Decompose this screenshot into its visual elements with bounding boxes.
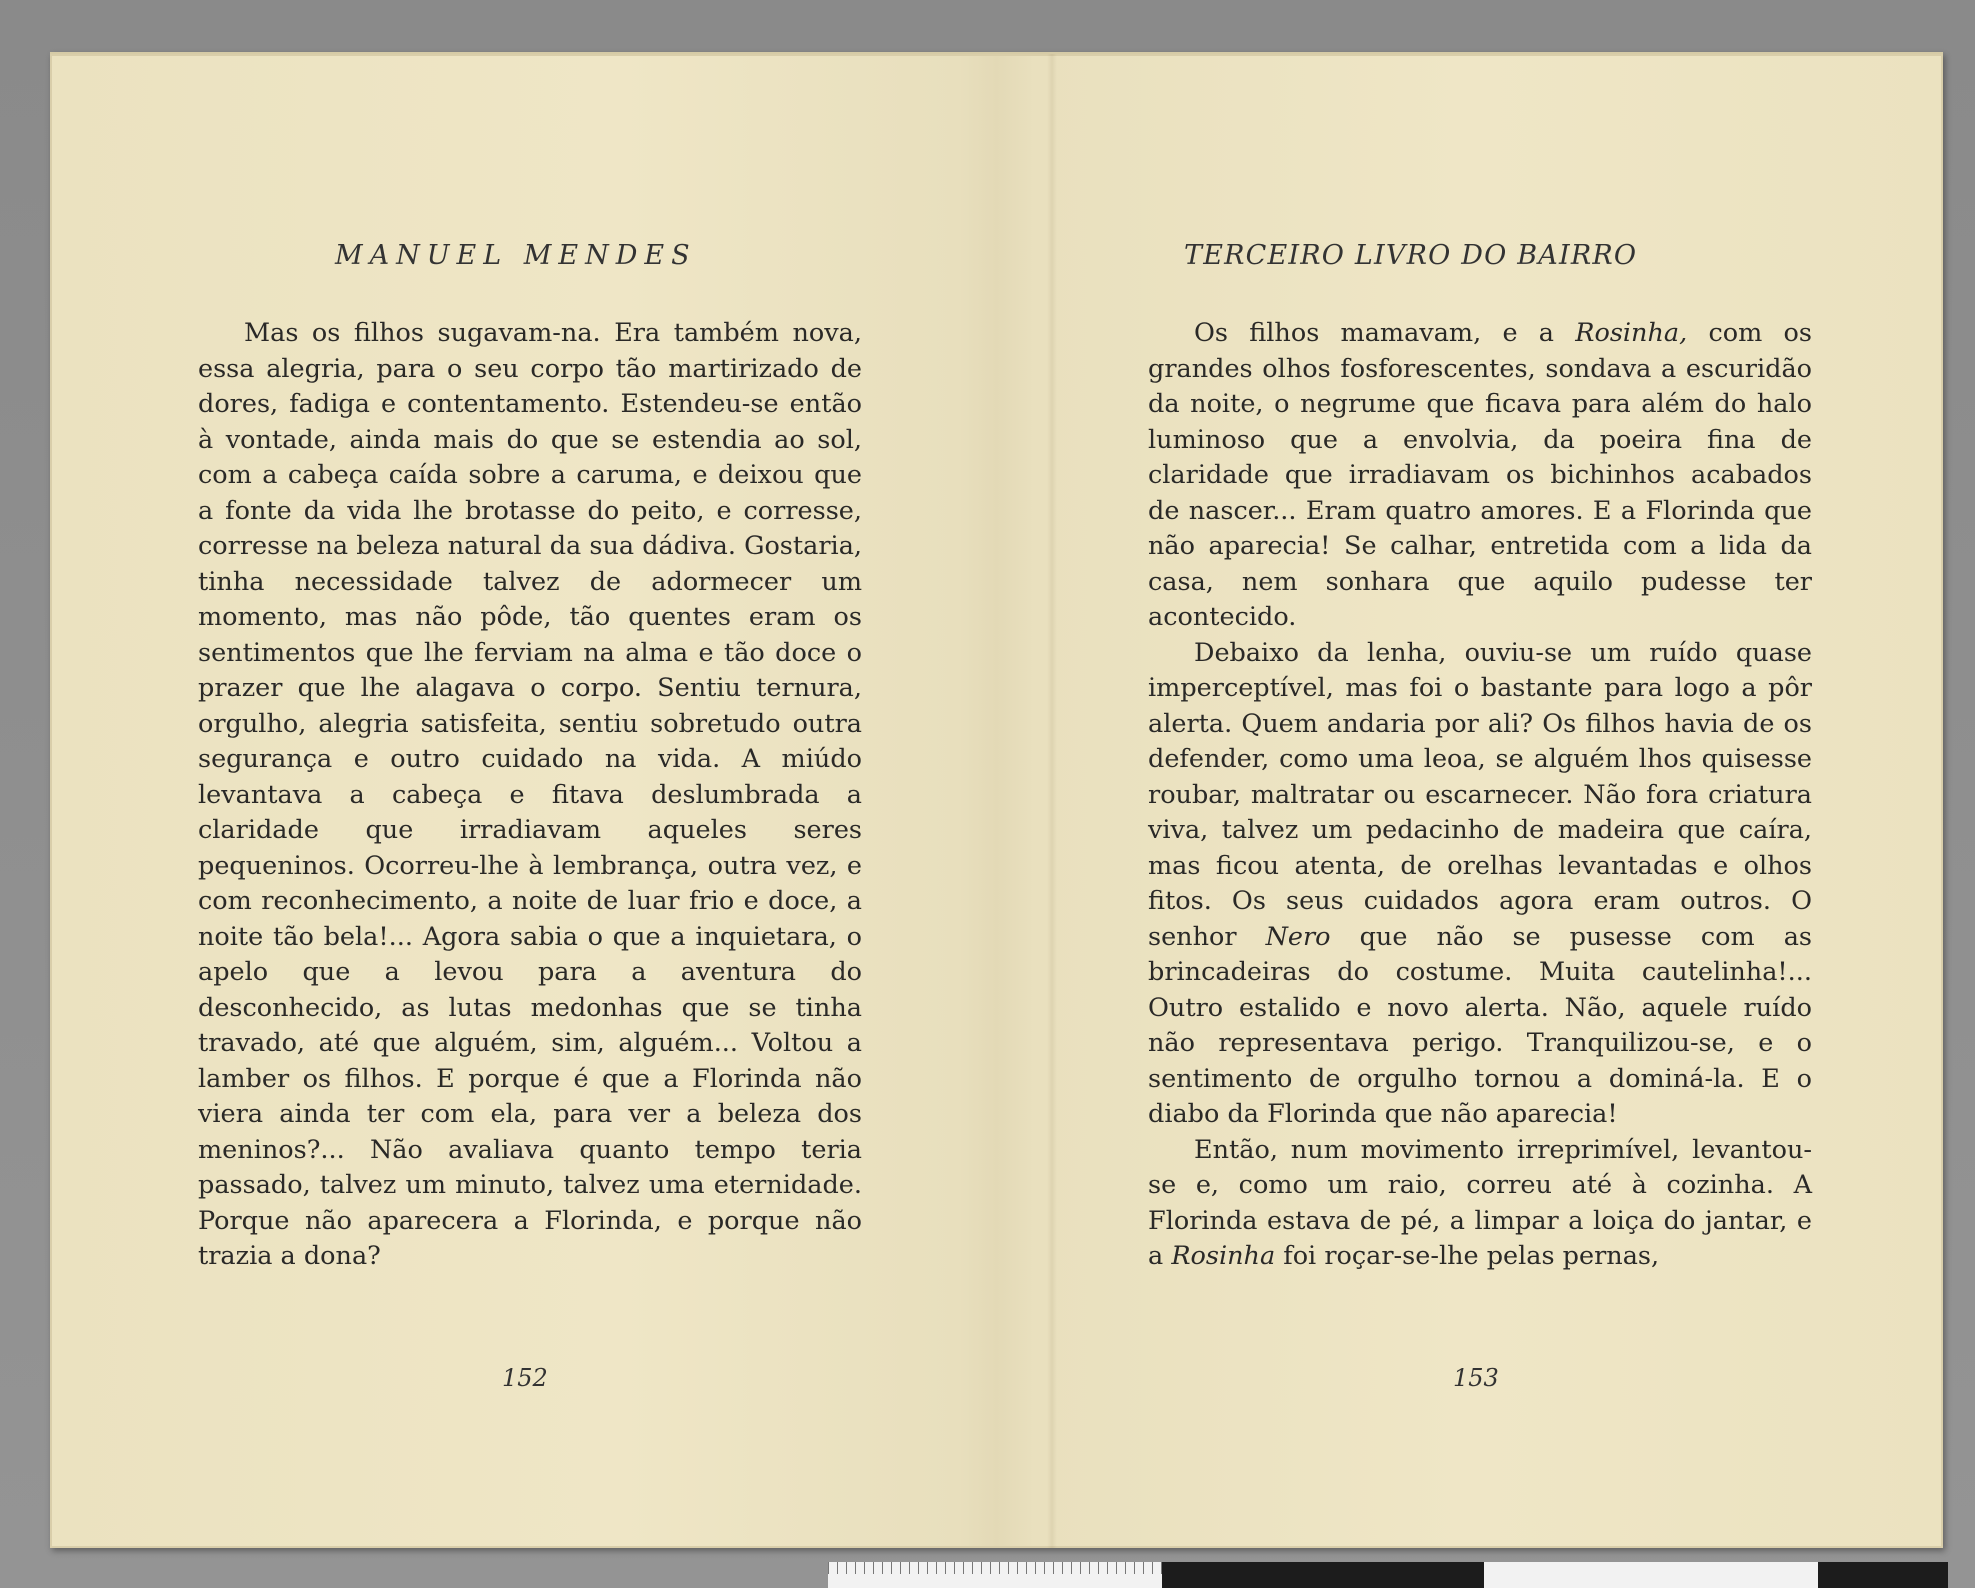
right-paragraph-1 — [1148, 316, 1812, 636]
left-page-number: 152 — [502, 1364, 548, 1392]
ruler-segment-black — [1162, 1562, 1484, 1588]
italic-name: Rosinha, — [1575, 318, 1688, 348]
scale-ruler — [828, 1562, 1948, 1588]
text-run: foi roçar-se-lhe pelas pernas, — [1275, 1241, 1660, 1271]
text-run: Então, num movimento irreprimível, levantou-se e, como um raio, correu até à cozinha. A Florinda estava de pé, a limpar a loiça do jantar, e a — [1148, 1134, 1812, 1271]
left-running-head: MANUEL MENDES — [335, 240, 697, 271]
right-page-number: 153 — [1453, 1364, 1499, 1392]
text-run: com os grandes olhos fosforescentes, sondava a escuridão da noite, o negrume que ficava para além do halo luminoso que a envolvia, da poeira fina de claridade que irradiavam os bichinhos acabados de nascer... Eram quatro amores. E a Florinda que não aparecia! Se calhar, entretida com a lida da casa, nem sonhara que aquilo pudesse ter acontecido. — [1148, 318, 1812, 632]
italic-name: Rosinha — [1171, 1241, 1276, 1271]
left-body-text — [198, 316, 862, 1275]
left-paragraph: Mas os filhos sugavam-na. Era também nova, essa alegria, para o seu corpo tão martirizado de dores, fadiga e contentamento. Estendeu-se então à vontade, ainda mais do que se estendia ao sol, com a cabeça caída sobre a caruma, e deixou que a fonte da vida lhe brotasse do peito, e corresse, corresse na beleza natural da sua dádiva. Gostaria, tinha necessidade talvez de adormecer um momento, mas não pôde, tão quentes eram os sentimentos que lhe ferviam na alma e tão doce o prazer que lhe alagava o corpo. Sentiu ternura, orgulho, alegria satisfeita, sentiu sobretudo outra segurança e outro cuidado na vida. A miúdo levantava a cabeça e fitava deslumbrada a claridade que irradiavam aqueles seres pequeninos. Ocorreu-lhe à lembrança, outra vez, e com reconhecimento, a noite de luar frio e doce, a noite tão bela!... Agora sabia o que a inquietara, o apelo que a levou para a aventura do desconhecido, as lutas medonhas que se tinha travado, até que alguém, sim, alguém... Voltou a lamber os filhos. E porque é que a Florinda não viera ainda ter com ela, para ver a beleza dos meninos?... Não avaliava quanto tempo teria passado, talvez um minuto, talvez uma eternidade. Porque não aparecera a Florinda, e porque não trazia a dona? — [198, 318, 862, 1271]
text-run: que não se pusesse com as brincadeiras do costume. Muita cautelinha!... Outro estalido e novo alerta. Não, aquele ruído não representava perigo. Tranquilizou-se, e o sentimento de orgulho tornou a dominá-la. E o diabo da Florinda que não aparecia! — [1148, 921, 1812, 1129]
text-run: Os filhos mamavam, e a — [1194, 318, 1576, 348]
book-gutter — [1047, 54, 1057, 1548]
left-page — [50, 54, 1047, 1548]
right-body-text — [1148, 316, 1812, 1275]
right-running-head: TERCEIRO LIVRO DO BAIRRO — [1184, 240, 1638, 271]
text-run: Debaixo da lenha, ouviu-se um ruído quase imperceptível, mas foi o bastante para logo a pôr alerta. Quem andaria por ali? Os filhos havia de os defender, como uma leoa, se alguém lhos quisesse roubar, maltratar ou escarnecer. Não fora criatura viva, talvez um pedacinho de madeira que caíra, mas ficou atenta, de orelhas levantadas e olhos fitos. Os seus cuidados agora eram outros. O senhor — [1148, 637, 1812, 952]
ruler-segment-white — [1484, 1562, 1818, 1588]
right-paragraph-2 — [1148, 636, 1812, 1133]
right-paragraph-3 — [1148, 1133, 1812, 1275]
italic-name: Nero — [1265, 921, 1331, 952]
ruler-segment-white — [828, 1562, 1162, 1588]
right-page — [1057, 54, 1943, 1548]
book-spread — [50, 52, 1943, 1548]
ruler-segment-black — [1818, 1562, 1948, 1588]
